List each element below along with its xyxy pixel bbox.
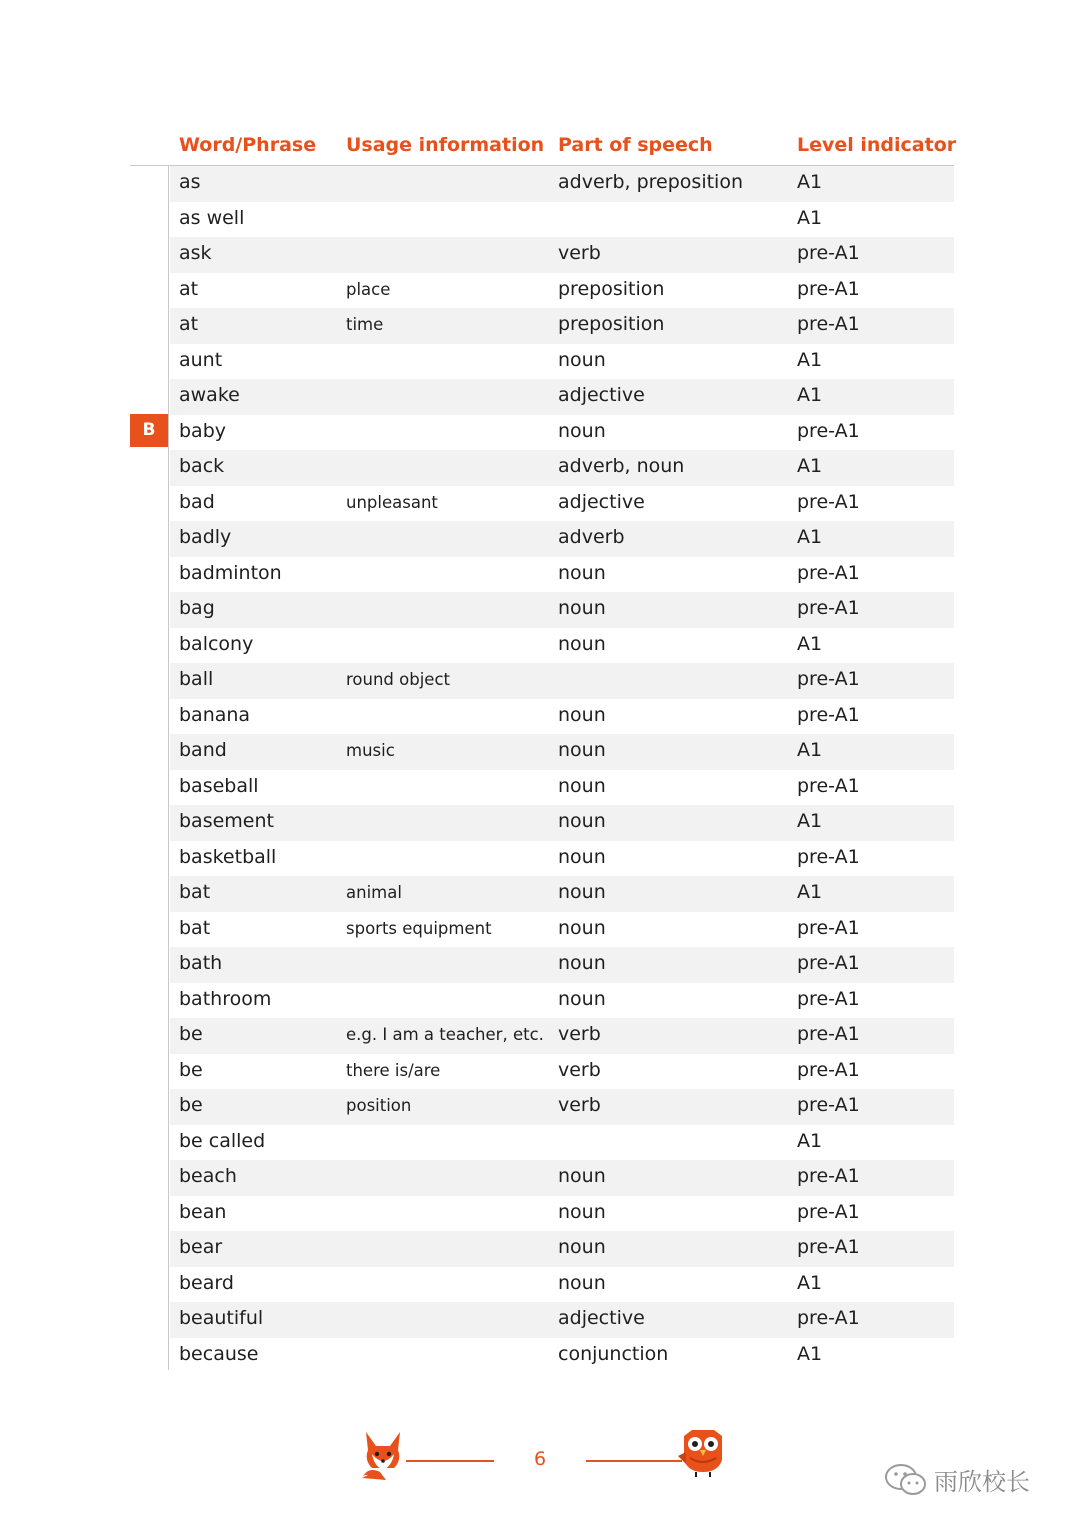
cell-level: A1 (797, 206, 823, 229)
cell-part-of-speech: noun (558, 1236, 606, 1258)
table-row (170, 628, 954, 664)
table-row (170, 344, 954, 380)
cell-level: A1 (797, 1342, 823, 1365)
cell-level: pre-A1 (797, 1236, 860, 1258)
cell-word: badminton (179, 561, 282, 584)
cell-word: bathroom (179, 987, 272, 1010)
table-row (170, 1196, 954, 1232)
cell-usage: position (346, 1096, 412, 1115)
cell-part-of-speech: conjunction (558, 1342, 669, 1365)
cell-level: pre-A1 (797, 561, 860, 584)
cell-word: ask (179, 242, 212, 264)
cell-part-of-speech: verb (558, 1023, 601, 1045)
cell-level: pre-A1 (797, 313, 860, 335)
table-row (170, 734, 954, 770)
cell-level: A1 (797, 384, 823, 406)
page-number: 6 (533, 1448, 547, 1470)
cell-part-of-speech: noun (558, 739, 606, 761)
cell-part-of-speech: adverb, noun (558, 455, 685, 477)
table-row (170, 805, 954, 841)
cell-level: A1 (797, 348, 823, 371)
table-row (170, 415, 954, 451)
cell-level: pre-A1 (797, 1165, 860, 1187)
cell-word: as well (179, 206, 245, 229)
cell-part-of-speech: noun (558, 987, 606, 1010)
footer-line-right (586, 1460, 682, 1462)
table-row (170, 379, 954, 415)
cell-part-of-speech: noun (558, 561, 606, 584)
table-row (170, 1089, 954, 1125)
cell-level: A1 (797, 455, 823, 477)
cell-part-of-speech: noun (558, 348, 606, 371)
cell-level: pre-A1 (797, 490, 860, 513)
table-row (170, 450, 954, 486)
watermark-text: 雨欣校长 (934, 1468, 1030, 1496)
cell-part-of-speech: adjective (558, 1307, 645, 1329)
cell-word: be (179, 1023, 203, 1045)
table-row (170, 1231, 954, 1267)
table-row (170, 237, 954, 273)
cell-usage: sports equipment (346, 918, 492, 938)
cell-level: pre-A1 (797, 703, 860, 726)
cell-part-of-speech: verb (558, 1094, 601, 1116)
cell-part-of-speech: adverb, preposition (558, 171, 743, 193)
cell-part-of-speech: preposition (558, 313, 665, 335)
section-letter-badge: B (130, 414, 168, 447)
table-row (170, 1125, 954, 1161)
table-row (170, 557, 954, 593)
cell-part-of-speech: noun (558, 597, 606, 619)
table-row (170, 1160, 954, 1196)
cell-word: bath (179, 952, 223, 974)
cell-word: badly (179, 526, 232, 548)
fox-icon (358, 1428, 408, 1482)
table-row (170, 912, 954, 948)
cell-word: banana (179, 703, 251, 726)
table-row (170, 166, 954, 202)
cell-level: pre-A1 (797, 1307, 860, 1329)
cell-word: back (179, 455, 225, 477)
cell-level: pre-A1 (797, 419, 860, 442)
cell-part-of-speech: noun (558, 845, 606, 868)
cell-word: balcony (179, 632, 254, 655)
cell-word: aunt (179, 348, 223, 371)
cell-level: A1 (797, 171, 823, 193)
table-row (170, 947, 954, 983)
cell-part-of-speech: preposition (558, 277, 665, 300)
cell-level: A1 (797, 632, 823, 655)
table-row (170, 841, 954, 877)
cell-level: pre-A1 (797, 277, 860, 300)
cell-level: A1 (797, 881, 823, 903)
footer-line-left (406, 1460, 494, 1462)
table-row (170, 1338, 954, 1374)
cell-word: bat (179, 881, 211, 903)
cell-part-of-speech: adjective (558, 490, 645, 513)
cell-part-of-speech: noun (558, 1165, 606, 1187)
cell-part-of-speech: verb (558, 242, 601, 264)
cell-part-of-speech: noun (558, 632, 606, 655)
cell-level: A1 (797, 739, 823, 761)
cell-level: A1 (797, 1129, 823, 1152)
table-left-border (168, 166, 169, 1370)
cell-word: basketball (179, 845, 277, 868)
cell-usage: place (346, 279, 391, 299)
cell-level: pre-A1 (797, 845, 860, 868)
cell-part-of-speech: noun (558, 1200, 606, 1223)
table-row (170, 663, 954, 699)
cell-usage: e.g. I am a teacher, etc. (346, 1025, 544, 1044)
owl-icon (676, 1426, 730, 1478)
header-part-of-speech: Part of speech (558, 134, 713, 156)
cell-word: at (179, 313, 199, 335)
wechat-icon (884, 1463, 928, 1497)
cell-word: at (179, 277, 199, 300)
cell-word: ball (179, 668, 214, 690)
table-row (170, 592, 954, 628)
cell-word: bean (179, 1200, 227, 1223)
cell-level: pre-A1 (797, 597, 860, 619)
cell-part-of-speech: adjective (558, 384, 645, 406)
cell-usage: time (346, 315, 384, 334)
table-row (170, 308, 954, 344)
cell-level: pre-A1 (797, 1023, 860, 1045)
cell-part-of-speech: noun (558, 916, 606, 939)
cell-level: pre-A1 (797, 668, 860, 690)
cell-word: awake (179, 384, 240, 406)
cell-part-of-speech: noun (558, 952, 606, 974)
table-row (170, 1267, 954, 1303)
cell-level: pre-A1 (797, 774, 860, 797)
cell-word: bag (179, 597, 215, 619)
header-level-indicator: Level indicator (797, 134, 957, 156)
cell-usage: animal (346, 883, 402, 902)
table-row (170, 273, 954, 309)
table-row (170, 1302, 954, 1338)
cell-word: baby (179, 419, 227, 442)
table-row (170, 876, 954, 912)
cell-usage: music (346, 741, 395, 760)
cell-word: bat (179, 916, 211, 939)
cell-word: beard (179, 1271, 234, 1294)
cell-word: band (179, 739, 227, 761)
cell-word: because (179, 1342, 259, 1365)
cell-word: be called (179, 1129, 266, 1152)
cell-word: basement (179, 810, 274, 832)
cell-usage: round object (346, 670, 450, 689)
cell-level: pre-A1 (797, 1200, 860, 1223)
cell-part-of-speech: noun (558, 810, 606, 832)
table-row (170, 486, 954, 522)
cell-part-of-speech: noun (558, 881, 606, 903)
cell-word: bad (179, 490, 215, 513)
table-row (170, 521, 954, 557)
cell-word: as (179, 171, 201, 193)
cell-level: A1 (797, 1271, 823, 1294)
cell-level: A1 (797, 810, 823, 832)
cell-level: pre-A1 (797, 987, 860, 1010)
cell-level: pre-A1 (797, 952, 860, 974)
cell-part-of-speech: noun (558, 774, 606, 797)
cell-level: pre-A1 (797, 1094, 860, 1116)
cell-usage: there is/are (346, 1060, 441, 1080)
cell-word: beach (179, 1165, 237, 1187)
cell-level: A1 (797, 526, 823, 548)
cell-usage: unpleasant (346, 492, 438, 512)
table-row (170, 1054, 954, 1090)
table-row (170, 983, 954, 1019)
cell-word: beautiful (179, 1307, 264, 1329)
cell-part-of-speech: noun (558, 703, 606, 726)
header-usage-information: Usage information (346, 134, 545, 156)
cell-part-of-speech: noun (558, 419, 606, 442)
table-row (170, 770, 954, 806)
table-row (170, 1018, 954, 1054)
cell-level: pre-A1 (797, 242, 860, 264)
cell-word: be (179, 1094, 203, 1116)
watermark (884, 1462, 1030, 1497)
cell-part-of-speech: adverb (558, 526, 625, 548)
cell-part-of-speech: verb (558, 1058, 601, 1081)
cell-word: bear (179, 1236, 223, 1258)
cell-word: baseball (179, 774, 259, 797)
table-header (0, 132, 1080, 164)
vocabulary-table (170, 166, 954, 1373)
cell-level: pre-A1 (797, 1058, 860, 1081)
table-row (170, 202, 954, 238)
cell-level: pre-A1 (797, 916, 860, 939)
cell-word: be (179, 1058, 203, 1081)
table-row (170, 699, 954, 735)
cell-part-of-speech: noun (558, 1271, 606, 1294)
header-word-phrase: Word/Phrase (179, 134, 317, 156)
